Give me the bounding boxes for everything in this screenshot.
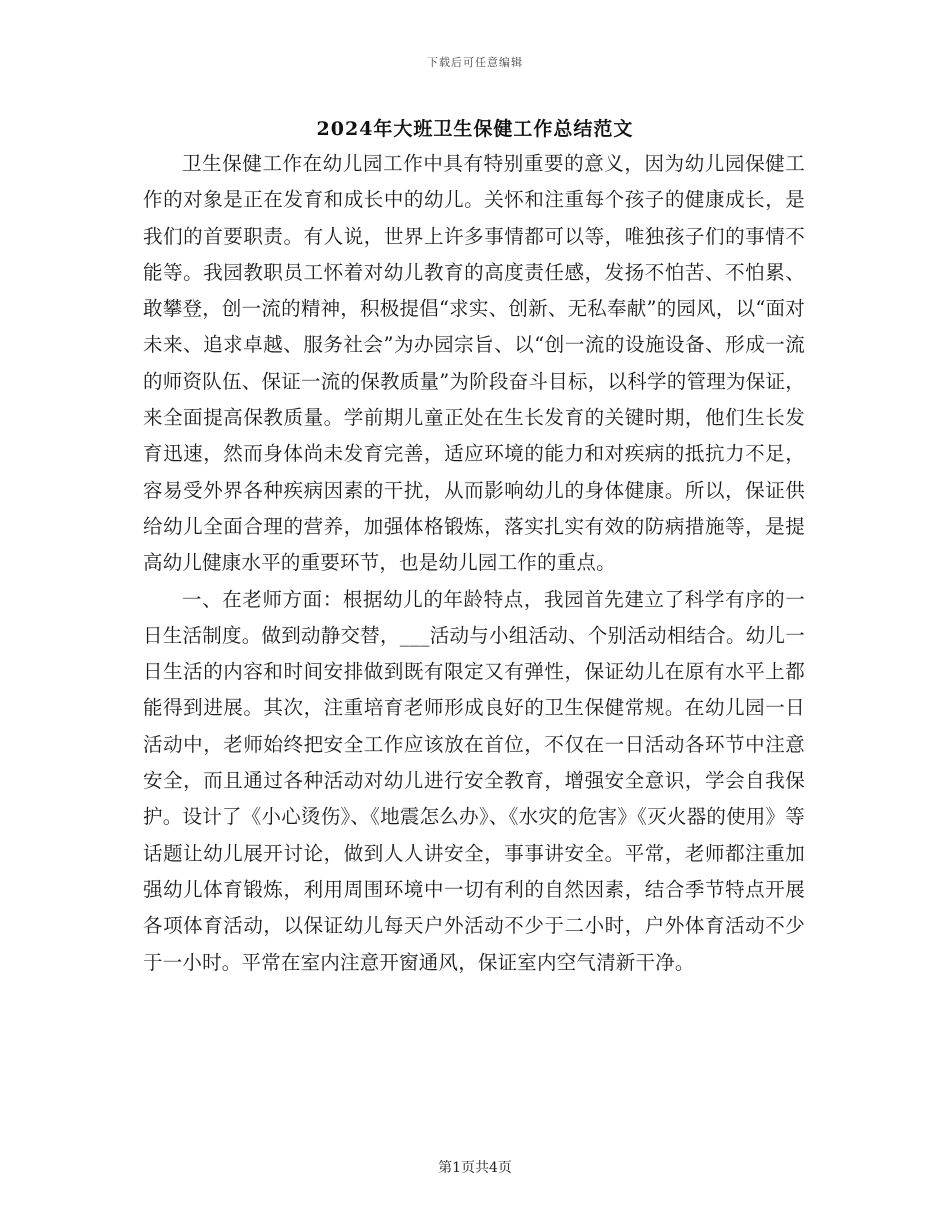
document-body [143,146,805,981]
header-note: 下载后可任意编辑 [427,56,523,69]
document-title: 2024年大班卫生保健工作总结范文 [316,118,634,140]
page-footer: 第1页共4页 [438,1160,512,1176]
paragraph-intro: 卫生保健工作在幼儿园工作中具有特别重要的意义，因为幼儿园保健工作的对象是正在发育和成长中的幼儿。关怀和注重每个孩子的健康成长，是我们的首要职责。有人说，世界上许多事情都可以等，唯独孩子们的事情不能等。我园教职员工怀着对幼儿教育的高度责任感，发扬不怕苦、不怕累、敢攀登，创一流的精神，积极提倡“求实、创新、无私奉献”的园风，以“面对未来、追求卓越、服务社会”为办园宗旨、以“创一流的设施设备、形成一流的师资队伍、保证一流的保教质量”为阶段奋斗目标，以科学的管理为保证，来全面提高保教质量。学前期儿童正处在生长发育的关键时期，他们生长发育迅速，然而身体尚未发育完善，适应环境的能力和对疾病的抵抗力不足，容易受外界各种疾病因素的干扰，从而影响幼儿的身体健康。所以，保证供给幼儿全面合理的营养，加强体格锻炼，落实扎实有效的防病措施等，是提高幼儿健康水平的重要环节，也是幼儿园工作的重点。 [143,152,805,575]
paragraph-teacher-section: 一、在老师方面：根据幼儿的年龄特点，我园首先建立了科学有序的一日生活制度。做到动静交替，___活动与小组活动、个别活动相结合。幼儿一日生活的内容和时间安排做到既有限定又有弹性，保证幼儿在原有水平上都能得到进展。其次，注重培育老师形成良好的卫生保健常规。在幼儿园一日活动中，老师始终把安全工作应该放在首位，不仅在一日活动各环节中注意安全，而且通过各种活动对幼儿进行安全教育，增强安全意识，学会自我保护。设计了《小心烫伤》、《地震怎么办》、《水灾的危害》《灭火器的使用》等话题让幼儿展开讨论，做到人人讲安全，事事讲安全。平常，老师都注重加强幼儿体育锻炼，利用周围环境中一切有利的自然因素，结合季节特点开展各项体育活动，以保证幼儿每天户外活动不少于二小时，户外体育活动不少于一小时。平常在室内注意开窗通风，保证室内空气清新干净。 [143,587,805,974]
